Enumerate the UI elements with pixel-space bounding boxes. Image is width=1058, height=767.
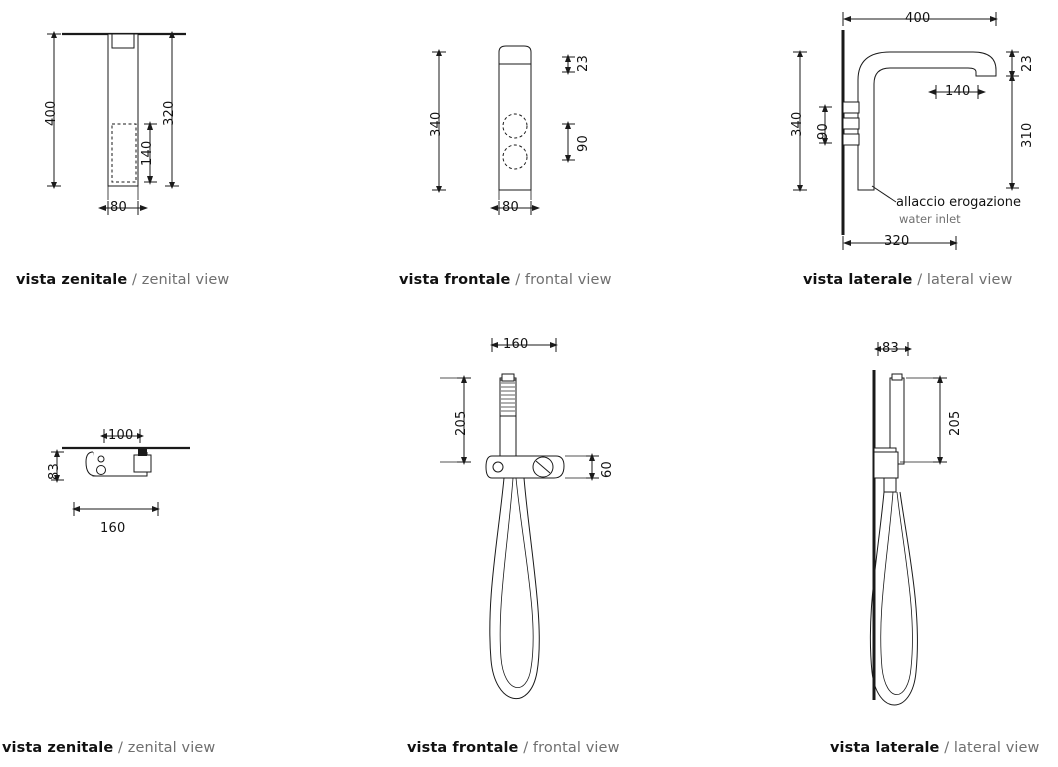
caption-sep: /: [944, 740, 950, 756]
caption-en: frontal view: [524, 272, 612, 288]
dim-83-lateral-bottom: 83: [882, 341, 899, 356]
caption-bottom-zenital: [2, 740, 215, 756]
view-top-frontal-geometry: [432, 46, 575, 215]
caption-it: vista zenitale: [2, 740, 114, 756]
caption-top-frontal: [399, 272, 612, 288]
caption-it: vista frontale: [399, 272, 511, 288]
dim-340-lateral: 340: [790, 111, 805, 137]
dim-90-frontal: 90: [576, 135, 591, 152]
dim-160-zenital-bottom: 160: [100, 521, 126, 536]
caption-it: vista laterale: [803, 272, 913, 288]
dim-23-lateral: 23: [1020, 55, 1035, 72]
caption-bottom-lateral: [830, 740, 1040, 756]
caption-sep: /: [118, 740, 124, 756]
caption-top-lateral: [803, 272, 1013, 288]
caption-sep: /: [515, 272, 521, 288]
caption-bottom-frontal: [407, 740, 620, 756]
dim-23-frontal: 23: [576, 55, 591, 72]
annotation-water-inlet-en: water inlet: [899, 212, 961, 226]
dim-80-frontal: 80: [502, 200, 519, 215]
dim-90-lateral: 90: [816, 123, 831, 140]
dim-160-frontal-bottom: 160: [503, 337, 529, 352]
caption-en: frontal view: [532, 740, 620, 756]
caption-it: vista frontale: [407, 740, 519, 756]
annotation-water-inlet-it: allaccio erogazione: [896, 195, 1022, 210]
caption-sep: /: [132, 272, 138, 288]
dim-400-zenital: 400: [44, 100, 59, 126]
caption-it: vista zenitale: [16, 272, 128, 288]
caption-en: zenital view: [127, 740, 216, 756]
view-bottom-frontal-geometry: [440, 338, 599, 699]
dim-310-lateral: 310: [1020, 122, 1035, 148]
caption-sep: /: [917, 272, 923, 288]
caption-en: lateral view: [926, 272, 1013, 288]
dim-140-zenital: 140: [140, 140, 155, 166]
dim-340-frontal: 340: [429, 111, 444, 137]
caption-en: lateral view: [953, 740, 1040, 756]
dim-320-lateral: 320: [884, 234, 910, 249]
dim-80-zenital: 80: [110, 200, 127, 215]
view-bottom-lateral-geometry: [870, 342, 947, 705]
dim-400-lateral: 400: [905, 11, 931, 26]
dim-140-lateral: 140: [945, 84, 971, 99]
caption-en: zenital view: [141, 272, 230, 288]
dim-320-zenital: 320: [162, 100, 177, 126]
dim-100-zenital-bottom: 100: [108, 428, 134, 443]
dim-205-frontal-bottom: 205: [454, 410, 469, 436]
dim-83-zenital-bottom: 83: [47, 463, 62, 480]
caption-sep: /: [523, 740, 529, 756]
dim-60-frontal-bottom: 60: [600, 461, 615, 478]
caption-it: vista laterale: [830, 740, 940, 756]
caption-top-zenital: [16, 272, 229, 288]
dim-205-lateral-bottom: 205: [948, 410, 963, 436]
